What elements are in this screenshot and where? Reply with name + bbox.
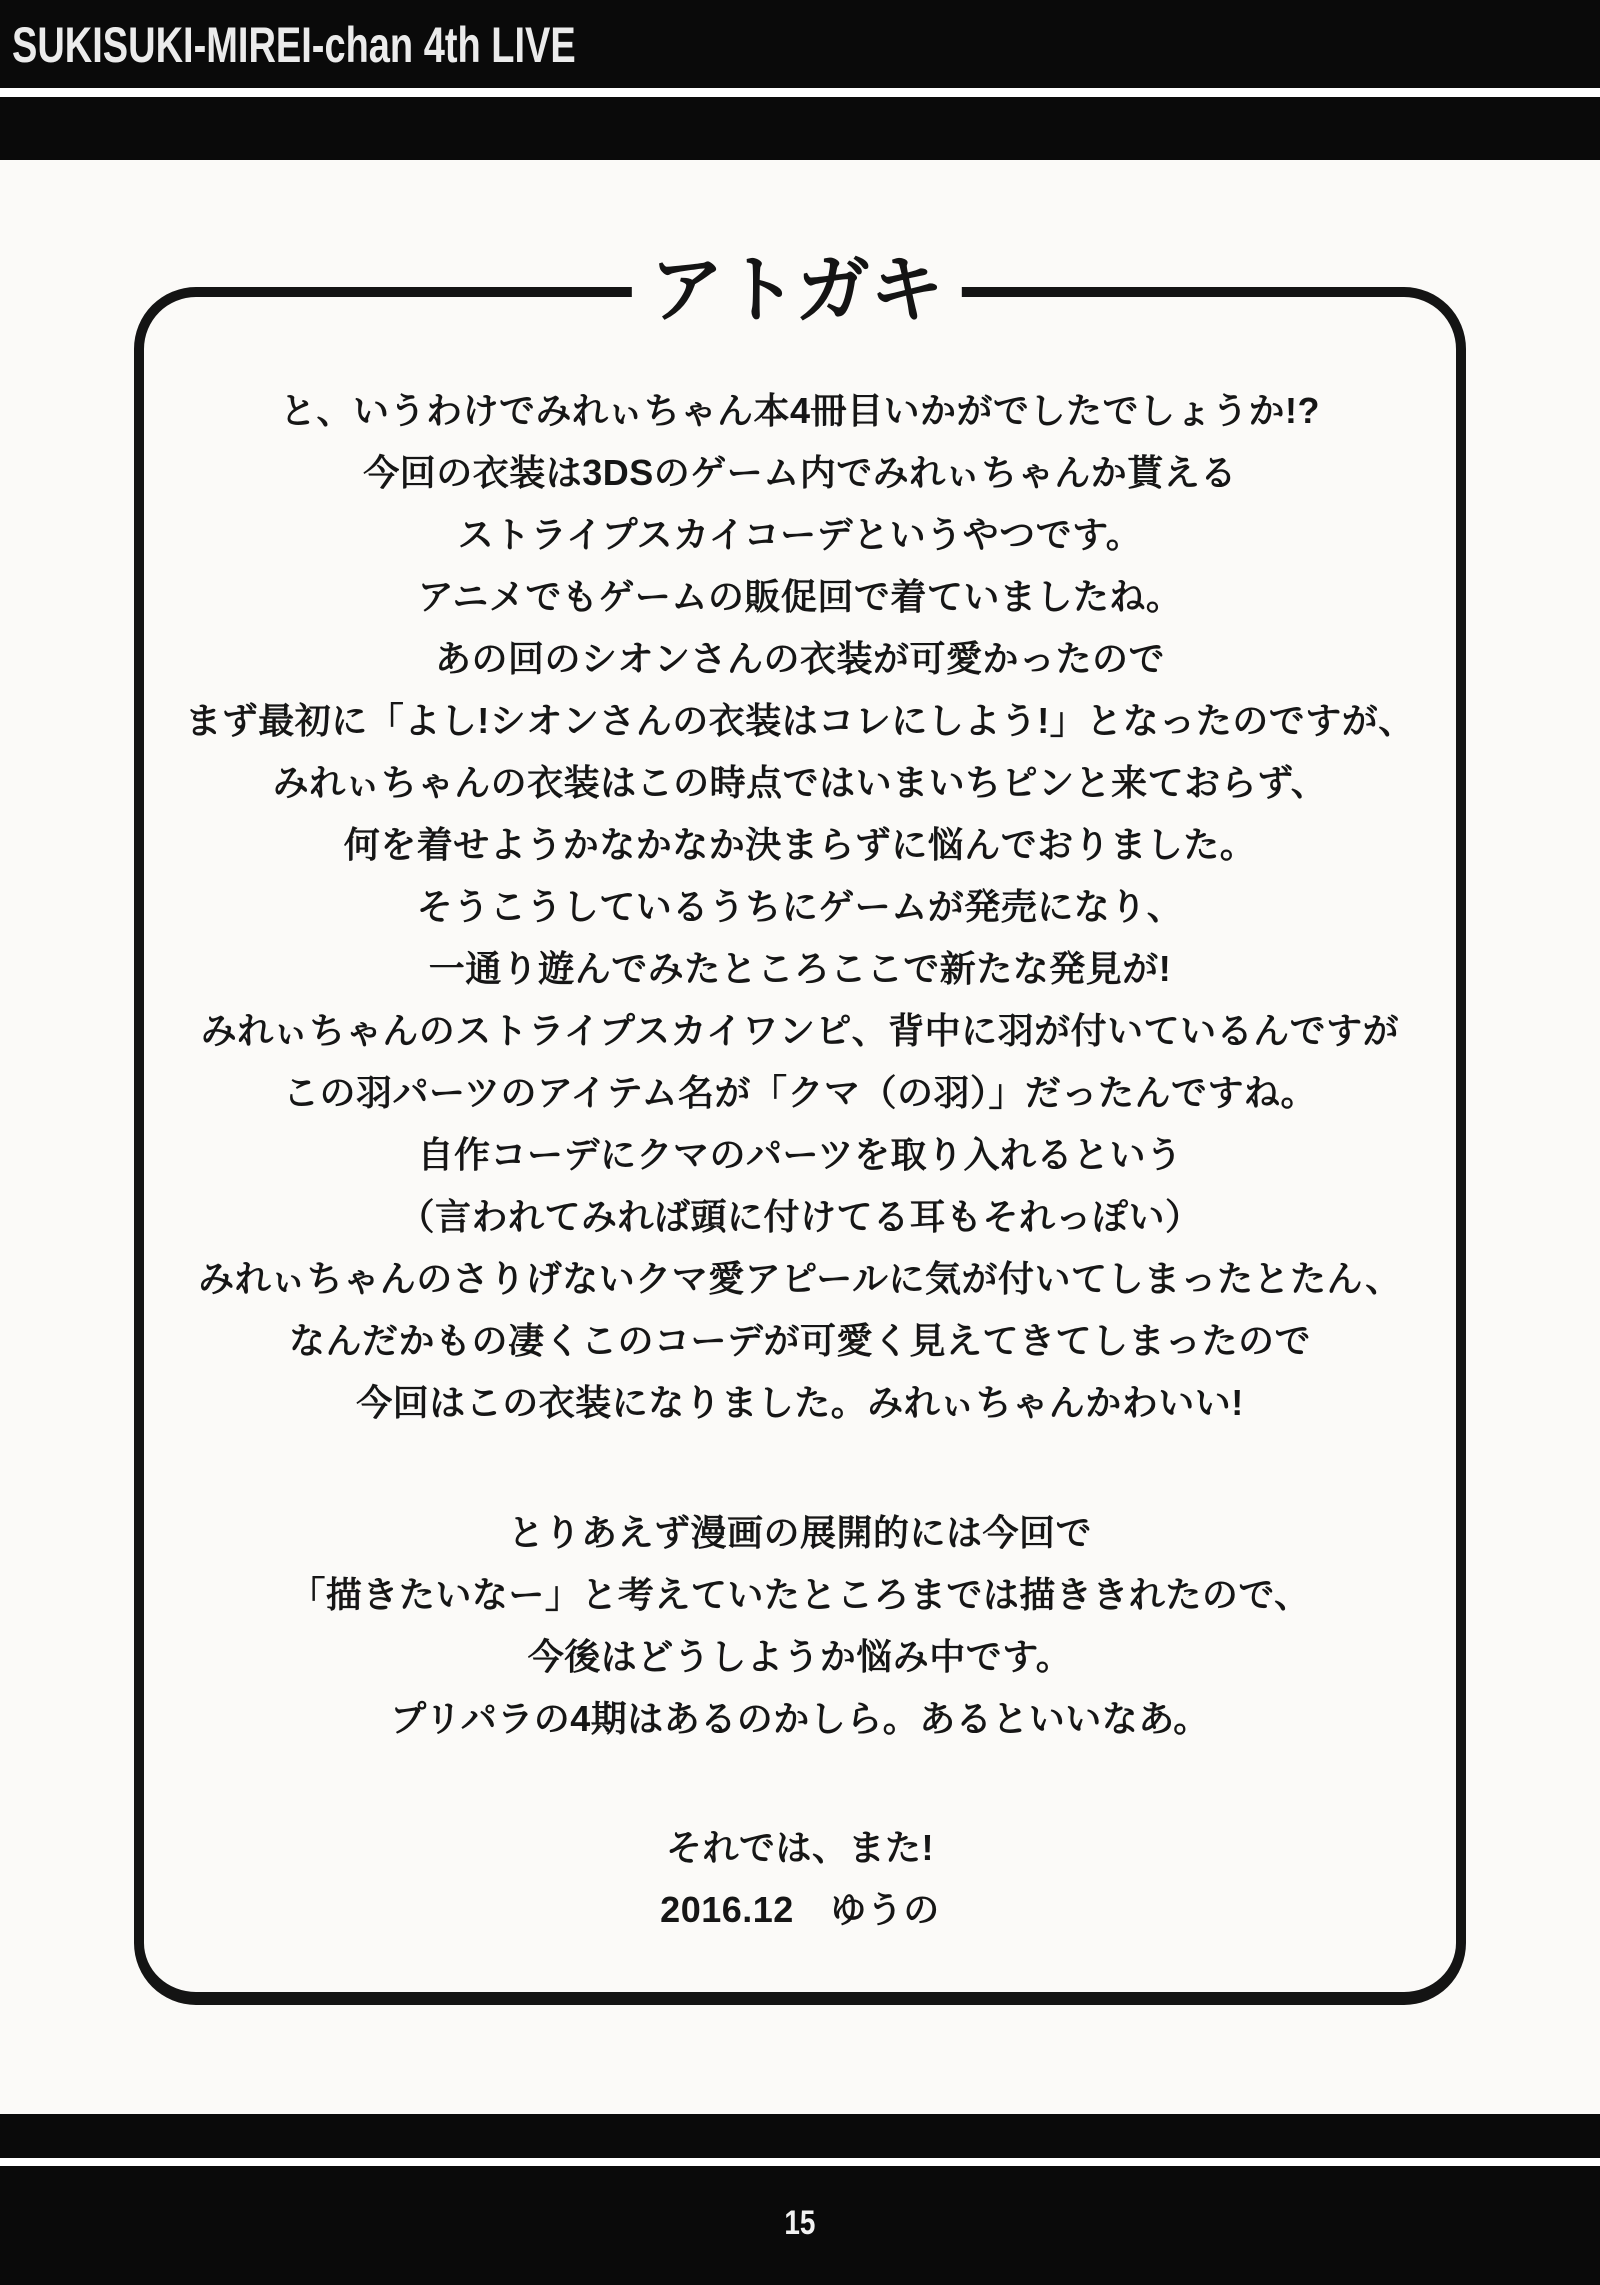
page-number: 15 [784, 2204, 816, 2242]
afterword-line: 今後はどうしようか悩み中です。 [527, 1636, 1073, 1677]
afterword-line: 今回の衣装は3DSのゲーム内でみれぃちゃんか貰える [363, 452, 1237, 493]
afterword-line: 今回はこの衣装になりました。みれぃちゃんかわいい! [356, 1382, 1244, 1423]
paragraph-gap [150, 1434, 1450, 1502]
afterword-text [150, 380, 1450, 1941]
footer-bar [0, 2114, 1600, 2285]
afterword-line: そうこうしているうちにゲームが発売になり、 [416, 886, 1184, 927]
afterword-line: あの回のシオンさんの衣装が可愛かったので [434, 638, 1165, 679]
header-divider-line [0, 88, 1600, 97]
afterword-line: まず最初に「よし!シオンさんの衣装はコレにしよう!」となったのですが、 [185, 700, 1415, 741]
header-bar [0, 0, 1600, 160]
afterword-line: ストライプスカイコーデというやつです。 [457, 514, 1143, 555]
closing-line: それでは、また! [666, 1827, 934, 1868]
afterword-line: （言われてみれば頭に付けてる耳もそれっぽい） [398, 1196, 1202, 1237]
footer-divider-line [0, 2158, 1600, 2166]
afterword-line: とりあえず漫画の展開的には今回で [507, 1512, 1092, 1553]
afterword-line: 何を着せようかなかなか決まらずに悩んでおりました。 [343, 824, 1257, 865]
book-title: SUKISUKI-MIREI-chan 4th LIVE [12, 17, 576, 73]
afterword-line: この羽パーツのアイテム名が「クマ（の羽）」だったんですね。 [282, 1072, 1318, 1113]
paragraph-gap [150, 1750, 1450, 1817]
afterword-line: プリパラの4期はあるのかしら。あるといいなあ。 [390, 1698, 1210, 1739]
signature-line: 2016.12 ゆうの [660, 1889, 940, 1930]
afterword-line: みれぃちゃんのストライプスカイワンピ、背中に羽が付いているんですが [200, 1010, 1400, 1051]
afterword-line: 自作コーデにクマのパーツを取り入れるという [417, 1134, 1183, 1175]
afterword-line: みれぃちゃんのさりげないクマ愛アピールに気が付いてしまったとたん、 [198, 1258, 1402, 1299]
afterword-line: アニメでもゲームの販促回で着ていましたね。 [417, 576, 1183, 617]
afterword-line: みれぃちゃんの衣装はこの時点ではいまいちピンと来ておらず、 [272, 762, 1328, 803]
afterword-line: 一通り遊んでみたところここで新たな発見が! [428, 948, 1172, 989]
afterword-line: なんだかもの凄くこのコーデが可愛く見えてきてしまったので [288, 1320, 1311, 1361]
afterword-line: 「描きたいなー」と考えていたところまでは描ききれたので、 [289, 1574, 1311, 1615]
afterword-line: と、いうわけでみれぃちゃん本4冊目いかがでしたでしょうか!? [280, 390, 1320, 431]
afterword-heading: アトガキ [632, 250, 962, 330]
